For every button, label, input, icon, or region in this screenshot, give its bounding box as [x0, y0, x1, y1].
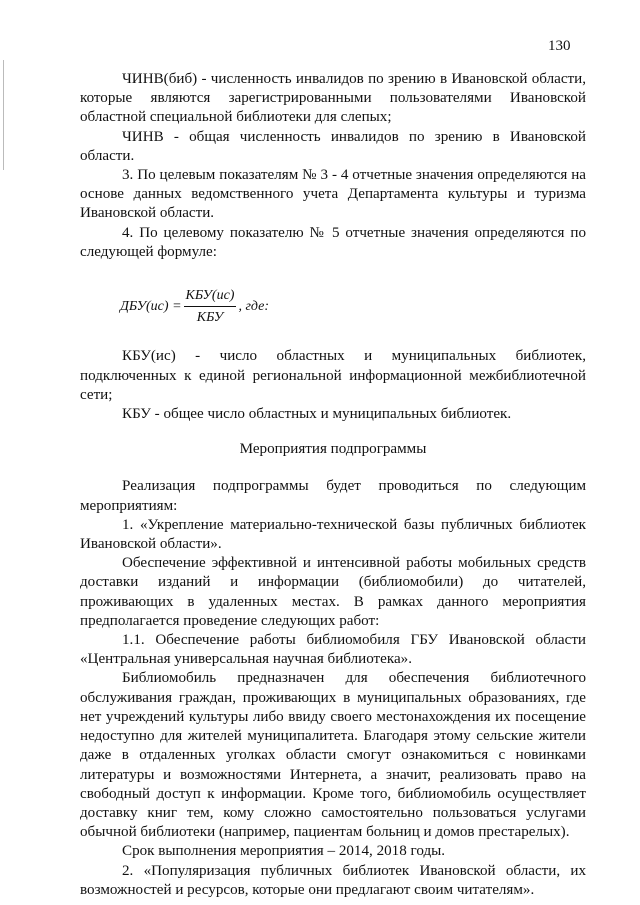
paragraph-chinv-bib: ЧИНВ(биб) - численность инвалидов по зрению в Ивановской области, которые являются зарегистрированными пользователями Ивановской областной специальной библиотеки для слепых; — [80, 71, 586, 126]
paragraph-bibliomobile: Библиомобиль предназначен для обеспечения библиотечного обслуживания граждан, проживающих в муниципальных образованиях, где нет учреждений культуры либо ввиду своего местонахождения их посещение недоступно для жителей муниципалитета. Благодаря этому сельские жители даже в отдаленных уголках области смогут ознакомиться с новинками литературы и возможностями Интернета, а значит, реализовать право на свободный доступ к информации. Кроме того, библиомобиль осуществляет доставку книг тем, кому сложно самостоятельно пользоваться услугами обычной библиотеки (например, пациентам больниц и домов престарелых). — [80, 670, 586, 841]
paragraph-measure-1-1: 1.1. Обеспечение работы библиомобиля ГБУ Ивановской области «Центральная универсальная научная библиотека». — [80, 632, 586, 668]
paragraph-measure-1: 1. «Укрепление материально-технической базы публичных библиотек Ивановской области». — [80, 516, 586, 553]
formula — [120, 286, 586, 327]
paragraph-measure-2: 2. «Популяризация публичных библиотек Ивановской области, их возможностей и ресурсов, которые они предлагают своим читателям». — [80, 862, 586, 898]
formula-fraction — [184, 286, 237, 327]
formula-suffix: , где: — [238, 299, 270, 315]
definition-kbu: КБУ - общее число областных и муниципальных библиотек. — [122, 406, 512, 423]
paragraph-chinv: ЧИНВ - общая численность инвалидов по зрению в Ивановской области. — [80, 128, 586, 164]
page-content — [80, 70, 586, 900]
formula-numerator: КБУ(ис) — [184, 286, 237, 307]
paragraph-target-5: 4. По целевому показателю № 5 отчетные значения определяются по следующей формуле: — [80, 224, 586, 260]
page-number: 130 — [548, 38, 571, 54]
formula-denominator: КБУ — [196, 310, 224, 326]
scan-edge-line — [3, 60, 4, 170]
paragraph-targets-3-4: 3. По целевым показателям № 3 - 4 отчетные значения определяются на основе данных ведомственного учета Департамента культуры и туризма Ивановской области. — [80, 167, 586, 222]
paragraph-deadline: Срок выполнения мероприятия – 2014, 2018 годы. — [122, 843, 446, 860]
formula-lhs: ДБУ(ис) = — [120, 299, 182, 315]
definition-kbu-is: КБУ(ис) - число областных и муниципальных библиотек, подключенных к единой региональной информационной межбиблиотечной сети; — [80, 348, 586, 403]
paragraph-implementation: Реализация подпрограммы будет проводиться по следующим мероприятиям: — [80, 478, 586, 514]
section-heading: Мероприятия подпрограммы — [239, 441, 427, 458]
paragraph-mobile-delivery: Обеспечение эффективной и интенсивной работы мобильных средств доставки изданий и информации (библиомобили) до читателей, проживающих в удаленных местах. В рамках данного мероприятия предполагается проведение следующих работ: — [80, 555, 586, 629]
